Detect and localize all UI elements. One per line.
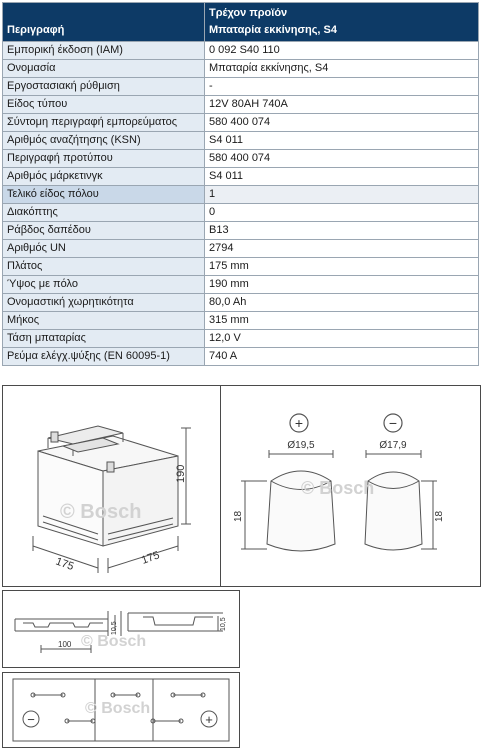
row-label: Ράβδος δαπέδου — [3, 222, 205, 240]
table-row — [3, 168, 479, 186]
minus-diameter-label: Ø17,9 — [379, 440, 407, 451]
row-label: Τάση μπαταρίας — [3, 330, 205, 348]
row-label: Σύντομη περιγραφή εμπορεύματος — [3, 114, 205, 132]
plus-terminal-icon: + — [205, 712, 213, 727]
watermark: © Bosch — [81, 633, 147, 650]
row-value: 1 — [205, 186, 479, 204]
row-label: Εμπορική έκδοση (IAM) — [3, 42, 205, 60]
table-row — [3, 42, 479, 60]
table-row — [3, 348, 479, 366]
table-row — [3, 258, 479, 276]
table-row — [3, 294, 479, 312]
row-label: Αριθμός UN — [3, 240, 205, 258]
table-header — [3, 3, 479, 42]
table-row — [3, 114, 479, 132]
row-label: Τελικό είδος πόλου — [3, 186, 205, 204]
base-height-b-label: 10,5 — [220, 617, 227, 631]
row-value: 315 mm — [205, 312, 479, 330]
row-label: Αριθμός μάρκετινγκ — [3, 168, 205, 186]
table-row — [3, 204, 479, 222]
header-description: Περιγραφή — [3, 3, 205, 42]
spec-table — [2, 2, 479, 366]
minus-terminal-icon: − — [388, 415, 398, 431]
row-value: - — [205, 78, 479, 96]
row-value: 175 mm — [205, 258, 479, 276]
row-label: Είδος τύπου — [3, 96, 205, 114]
row-label: Διακόπτης — [3, 204, 205, 222]
watermark: © Bosch — [301, 478, 375, 498]
table-row — [3, 60, 479, 78]
row-value: Μπαταρία εκκίνησης, S4 — [205, 60, 479, 78]
table-row — [3, 240, 479, 258]
row-value: 2794 — [205, 240, 479, 258]
row-label: Ρεύμα ελέγχ.ψύξης (EN 60095-1) — [3, 348, 205, 366]
plus-diameter-label: Ø19,5 — [287, 440, 315, 451]
terminals-svg — [221, 386, 480, 586]
watermark: © Bosch — [85, 700, 151, 717]
table-row — [3, 96, 479, 114]
row-value: 80,0 Ah — [205, 294, 479, 312]
layout-svg — [3, 673, 239, 747]
battery-svg — [3, 386, 221, 586]
minus-terminal-icon: − — [27, 712, 35, 727]
row-label: Εργοστασιακή ρύθμιση — [3, 78, 205, 96]
row-label: Μήκος — [3, 312, 205, 330]
table-row — [3, 222, 479, 240]
row-value: 12,0 V — [205, 330, 479, 348]
row-label: Ύψος με πόλο — [3, 276, 205, 294]
row-value: 0 092 S40 110 — [205, 42, 479, 60]
table-row — [3, 150, 479, 168]
header-current-product — [205, 3, 479, 42]
dim-length-label: 175 — [53, 555, 76, 574]
row-value: 580 400 074 — [205, 150, 479, 168]
base-profile-drawing — [2, 590, 240, 668]
terminal-layout-drawing — [2, 672, 240, 748]
table-row — [3, 330, 479, 348]
base-width-label: 100 — [58, 640, 72, 649]
table-row — [3, 312, 479, 330]
dim-width-label: 175 — [139, 549, 162, 567]
row-value: B13 — [205, 222, 479, 240]
row-value: 0 — [205, 204, 479, 222]
height-left-label: 18 — [233, 510, 244, 522]
base-svg — [3, 591, 239, 667]
header-current-product-line1: Τρέχον προϊόν — [209, 7, 288, 19]
row-label: Ονομαστική χωρητικότητα — [3, 294, 205, 312]
table-row-highlighted — [3, 186, 479, 204]
row-value: 740 A — [205, 348, 479, 366]
table-row — [3, 78, 479, 96]
base-height-a-label: 10,5 — [111, 621, 118, 635]
row-label: Πλάτος — [3, 258, 205, 276]
plus-terminal-icon: + — [294, 415, 304, 431]
dim-height-label: 190 — [175, 464, 187, 483]
row-value: 190 mm — [205, 276, 479, 294]
row-value: 580 400 074 — [205, 114, 479, 132]
battery-dimension-drawing — [2, 385, 222, 587]
watermark: © Bosch — [60, 501, 142, 523]
row-label: Αριθμός αναζήτησης (KSN) — [3, 132, 205, 150]
table-row — [3, 132, 479, 150]
row-label: Ονομασία — [3, 60, 205, 78]
header-current-product-line2: Μπαταρία εκκίνησης, S4 — [209, 24, 337, 36]
row-value: S4 011 — [205, 132, 479, 150]
terminal-dimension-drawing — [220, 385, 481, 587]
row-label: Περιγραφή προτύπου — [3, 150, 205, 168]
table-row — [3, 276, 479, 294]
row-value: S4 011 — [205, 168, 479, 186]
height-right-label: 18 — [434, 510, 445, 522]
row-value: 12V 80AH 740A — [205, 96, 479, 114]
